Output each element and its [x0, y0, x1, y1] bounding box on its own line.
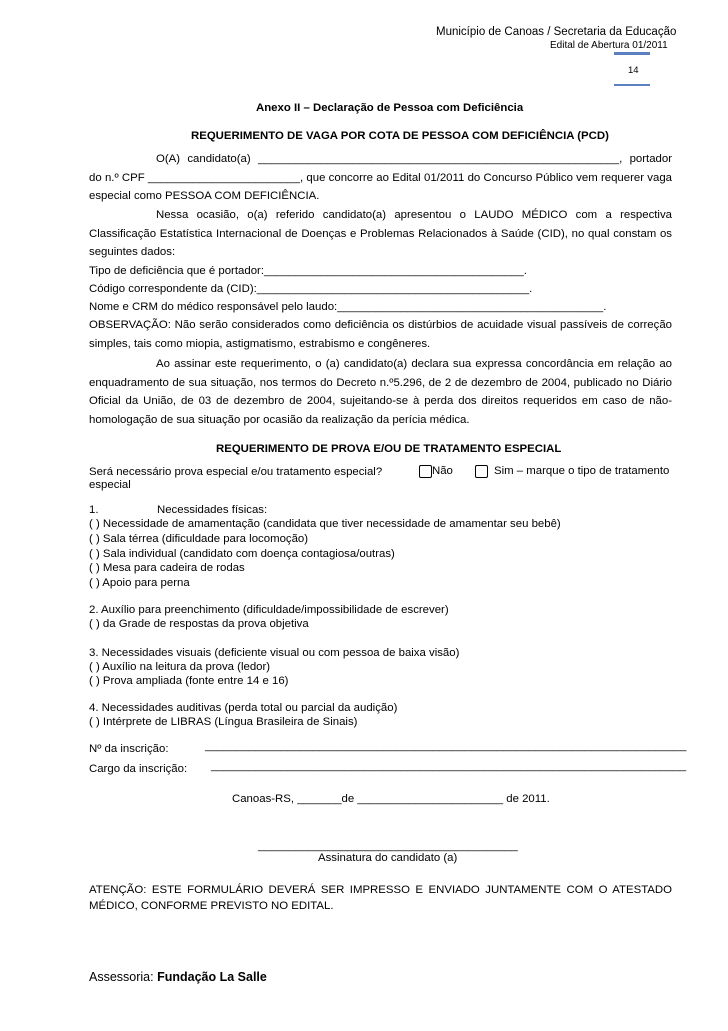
req1-paragraph-1: O(A) candidato(a) _________________________________________________________, portador do n.º CPF ________________________, que concorre ao Edital 01/2011 do Concurso Público vem requerer vaga especial como PESSOA COM DEFICIÊNCIA. [89, 153, 672, 202]
special-question: Será necessário prova especial e/ou tratamento especial? [89, 466, 383, 478]
section-3-title: 3. Necessidades visuais (deficiente visual ou com pessoa de baixa visão) [89, 647, 460, 659]
section-1-item: ( ) Necessidade de amamentação (candidata que tiver necessidade de amamentar seu bebê) [89, 518, 561, 530]
observation: OBSERVAÇÃO: Não serão considerados como deficiência os distúrbios de acuidade visual passíveis de correção simples, tais como miopia, astigmatismo, estrabismo e congêneres. [89, 319, 672, 350]
attention-note: ATENÇÃO: ESTE FORMULÁRIO DEVERÁ SER IMPRESSO E ENVIADO JUNTAMENTE COM O ATESTADO MÉDICO, CONFORME PREVISTO NO EDITAL. [89, 884, 672, 912]
date-line: Canoas-RS, _______de _______________________ de 2011. [232, 793, 550, 805]
checkbox-yes[interactable] [475, 465, 488, 478]
inscricao-label: Nº da inscrição: [89, 743, 169, 755]
section-1-item: ( ) Apoio para perna [89, 577, 190, 589]
req1-title: REQUERIMENTO DE VAGA POR COTA DE PESSOA COM DEFICIÊNCIA (PCD) [191, 130, 609, 142]
section-3-item: ( ) Prova ampliada (fonte entre 14 e 16) [89, 675, 289, 687]
footer-org: Fundação La Salle [157, 970, 267, 984]
inscricao-field[interactable]: ____________________________________________________________________________ [205, 740, 687, 752]
section-3-item: ( ) Auxílio na leitura da prova (ledor) [89, 661, 271, 673]
header-rule [614, 52, 650, 55]
req1-paragraph-2: Nessa ocasião, o(a) referido candidato(a) apresentou o LAUDO MÉDICO com a respectiva Classificação Estatística Internacional de Doenças e Problemas Relacionados à Saúde (CID), no qual constam os seguintes dados: [89, 209, 672, 258]
signature-label: Assinatura do candidato (a) [318, 852, 458, 864]
header-org: Município de Canoas / Secretaria da Educação [436, 26, 677, 38]
checkbox-no[interactable] [419, 465, 432, 478]
section-1-item: ( ) Sala individual (candidato com doença contagiosa/outras) [89, 548, 395, 560]
section-1-title: Necessidades físicas: [157, 504, 268, 516]
option-yes-label: Sim – marque o tipo de tratamento [494, 465, 670, 477]
req2-title: REQUERIMENTO DE PROVA E/OU DE TRATAMENTO ESPECIAL [216, 443, 562, 455]
field-cid-code: Código correspondente da (CID):___________________________________________. [89, 283, 533, 295]
section-4-item: ( ) Intérprete de LIBRAS (Língua Brasileira de Sinais) [89, 716, 358, 728]
section-2-title: 2. Auxílio para preenchimento (dificuldade/impossibilidade de escrever) [89, 604, 449, 616]
req1-paragraph-3: Ao assinar este requerimento, o (a) candidato(a) declara sua expressa concordância em relação ao enquadramento de sua situação, nos termos do Decreto n.º5.296, de 2 de dezembro de 2004, publicado no Diário Oficial da União, de 03 de dezembro de 2004, sujeitando-se à perda dos direitos requeridos em caso de não-homologação de sua situação por ocasião da realização da perícia médica. [89, 358, 672, 426]
footer: Assessoria: Fundação La Salle [89, 970, 267, 984]
section-1-number: 1. [89, 504, 99, 516]
signature-line: _________________________________________ [258, 840, 518, 852]
cargo-label: Cargo da inscrição: [89, 763, 188, 775]
annex-title: Anexo II – Declaração de Pessoa com Deficiência [256, 102, 524, 114]
page-number: 14 [628, 65, 639, 76]
section-2-item: ( ) da Grade de respostas da prova objetiva [89, 618, 309, 630]
field-doctor-crm: Nome e CRM do médico responsável pelo laudo:__________________________________________. [89, 301, 607, 313]
cargo-field[interactable]: ___________________________________________________________________________ [211, 760, 687, 772]
header-edital: Edital de Abertura 01/2011 [550, 40, 668, 51]
section-1-item: ( ) Mesa para cadeira de rodas [89, 562, 245, 574]
option-no-label: Não [432, 465, 453, 477]
section-1-item: ( ) Sala térrea (dificuldade para locomoção) [89, 533, 309, 545]
special-question-cont: especial [89, 479, 131, 491]
header-rule-bottom [614, 84, 650, 86]
field-deficiency-type: Tipo de deficiência que é portador:_________________________________________. [89, 265, 527, 277]
section-4-title: 4. Necessidades auditivas (perda total ou parcial da audição) [89, 702, 398, 714]
